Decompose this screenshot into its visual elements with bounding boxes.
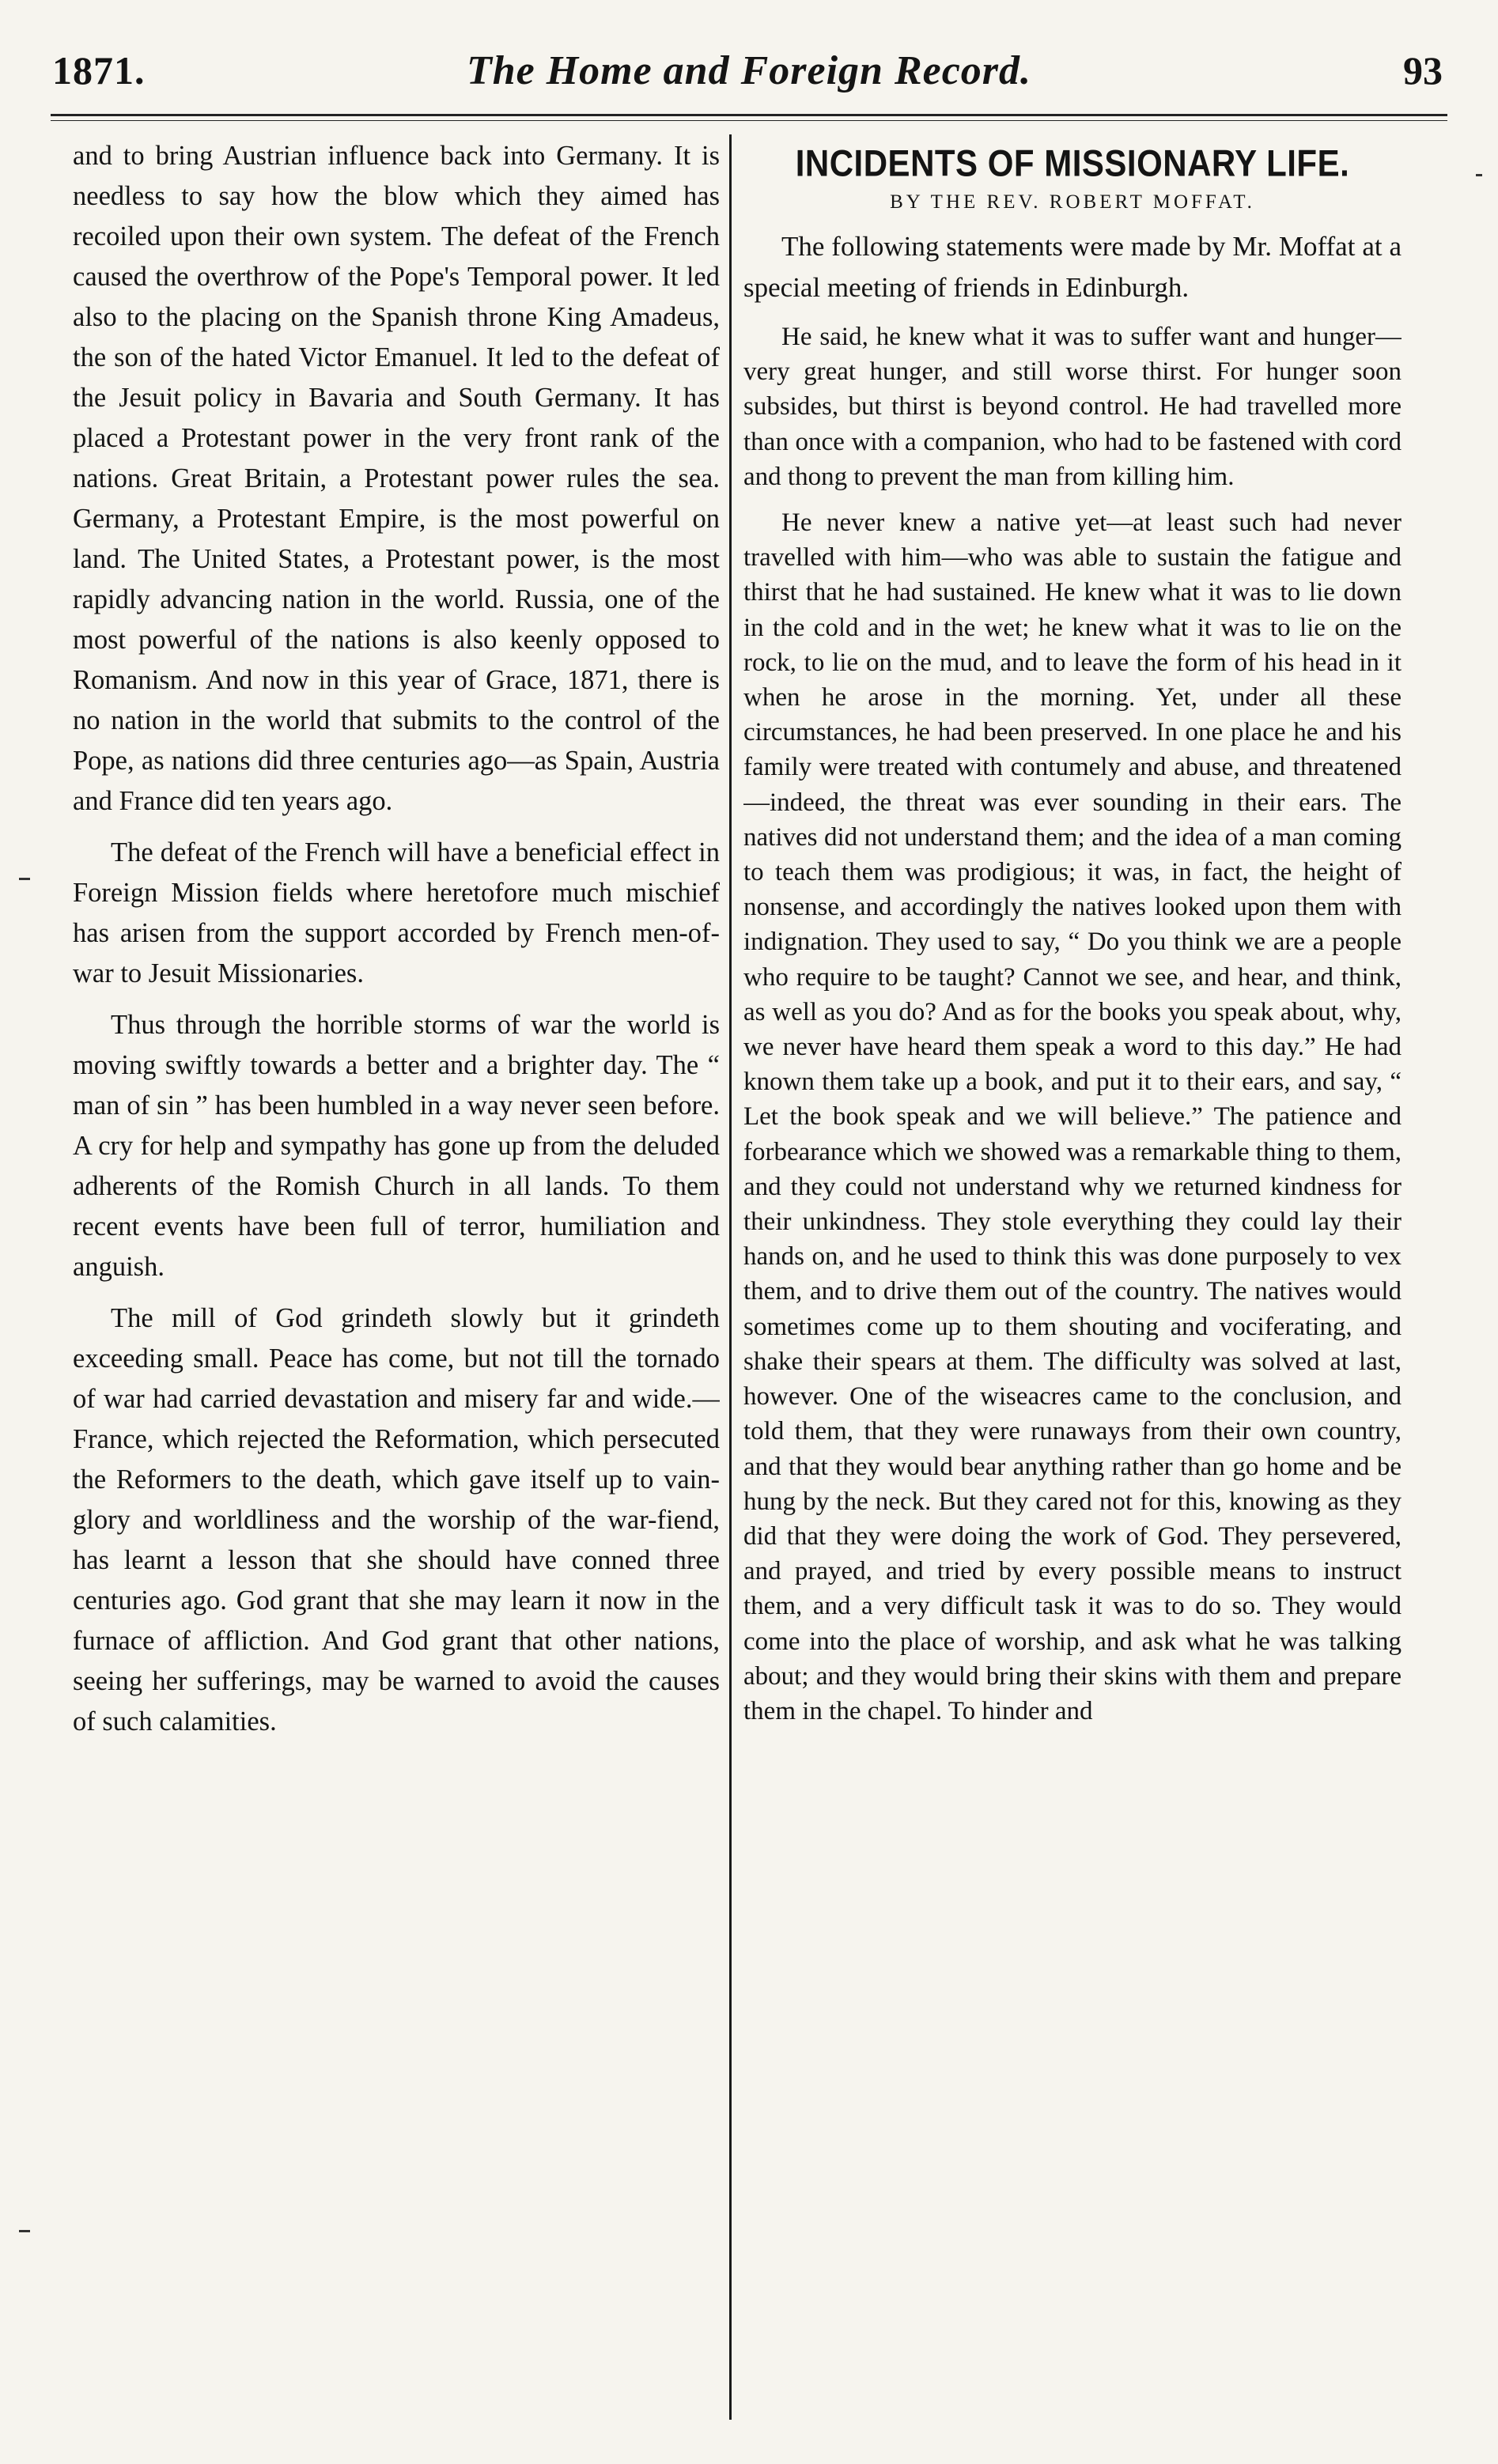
right-paragraph-2: He never knew a native yet—at least such had never travelled with him—who was able to sustain the fatigue and thirst that he had sustained. He knew what it was to lie down in the cold and in the wet; he knew what it was to lie on the rock, to lie on the mud, and to leave the form of his head in it when he arose in the morning. Yet, under all these circumstances, he had been preserved. In one place he and his family were treated with contumely and abuse, and threatened—indeed, the threat was ever sounding in their ears. The natives did not understand them; and the idea of a man coming to teach them was prodigious; it was, in fact, the height of nonsense, and accordingly the natives looked upon them with indignation. They used to say, “ Do you think we are a people who require to be taught? Cannot we see, and hear, and think, as well as you do? And as for the books you speak about, why, we never have heard them speak a word to this day.” He had known them take up a book, and put it to their ears, and say, “ Let the book speak and we will believe.” The patience and forbearance which we showed was a remarkable thing to them, and they could not understand why we returned kindness for their unkindness. They stole everything they could lay their hands on, and he used to think this was done purposely to vex them, and to drive them out of the country. The natives would sometimes come up to them shouting and vociferating, and shake their spears at them. The difficulty was solved at last, however. One of the wiseacres came to the conclusion, and told them, that they were runaways from their own country, and that they would bear anything rather than go home and be hung by the neck. But they cared not for this, knowing as they did that they were doing the work of God. They persevered, and prayed, and tried by every possible means to instruct them, and a very difficult task it was to do so. They would come into the place of worship, and ask what he was talking about; and they would bring their skins with them and prepare them in the chapel. To hinder and bbox=[743, 508, 1402, 1725]
margin-mark bbox=[19, 878, 30, 880]
left-paragraph-3: Thus through the horrible storms of war the world is moving swiftly towards a better and a brighter day. The “ man of sin ” has been humbled in a way never seen before. A cry for help and sympathy has gone up from the deluded adherents of the Romish Church in all lands. To them recent events have been full of terror, humiliation and anguish. bbox=[73, 1010, 720, 1282]
header-rule bbox=[51, 114, 1447, 116]
page-number: 93 bbox=[1403, 48, 1443, 93]
left-column bbox=[73, 136, 720, 2417]
left-paragraph-4: The mill of God grindeth slowly but it grindeth exceeding small. Peace has come, but not till the tornado of war had carried devastation and misery far and wide.—France, which rejected the Reformation, which persecuted the Reformers to the death, which gave itself up to vain-glory and worldliness and the worship of the war-fiend, has learnt a lesson that she should have conned three centuries ago. God grant that she may learn it now in the furnace of affliction. And God grant that other nations, seeing her sufferings, may be warned to avoid the causes of such calamities. bbox=[73, 1303, 720, 1737]
right-paragraph-1: He said, he knew what it was to suffer want and hunger—very great hunger, and still worse thirst. For hunger soon subsides, but thirst is beyond control. He had travelled more than once with a companion, who had to be fastened with cord and thong to prevent the man from killing him. bbox=[743, 323, 1402, 491]
article-title: INCIDENTS OF MISSIONARY LIFE. bbox=[795, 142, 1350, 184]
column-divider bbox=[729, 134, 732, 2420]
running-header bbox=[51, 47, 1447, 111]
article-byline: BY THE REV. ROBERT MOFFAT. bbox=[890, 191, 1255, 213]
left-paragraph-2: The defeat of the French will have a beneficial effect in Foreign Mission fields where heretofore much mischief has arisen from the support accorded by French men-of-war to Jesuit Missionaries. bbox=[73, 837, 720, 988]
left-paragraph-1: and to bring Austrian influence back into Germany. It is needless to say how the blow which they aimed has recoiled upon their own system. The defeat of the French caused the overthrow of the Pope's Temporal power. It led also to the placing on the Spanish throne King Amadeus, the son of the hated Victor Emanuel. It led to the defeat of the Jesuit policy in Bavaria and South Germany. It has placed a Protestant power in the very front rank of the nations. Great Britain, a Protestant power rules the sea. Germany, a Protestant Empire, is the most powerful on land. The United States, a Protestant power, is the most rapidly advancing nation in the world. Russia, one of the most powerful of the nations is also keenly opposed to Romanism. And now in this year of Grace, 1871, there is no nation in the world that submits to the control of the Pope, as nations did three centuries ago—as Spain, Austria and France did ten years ago. bbox=[73, 141, 720, 816]
margin-mark bbox=[1476, 174, 1482, 176]
margin-mark bbox=[19, 2230, 30, 2232]
header-year: 1871. bbox=[52, 48, 146, 93]
header-rule-thin bbox=[51, 120, 1447, 121]
article-intro: The following statements were made by Mr. Moffat at a special meeting of friends in Edinburgh. bbox=[743, 231, 1402, 303]
header-title: The Home and Foreign Record. bbox=[466, 48, 1032, 93]
right-column bbox=[743, 136, 1402, 2417]
